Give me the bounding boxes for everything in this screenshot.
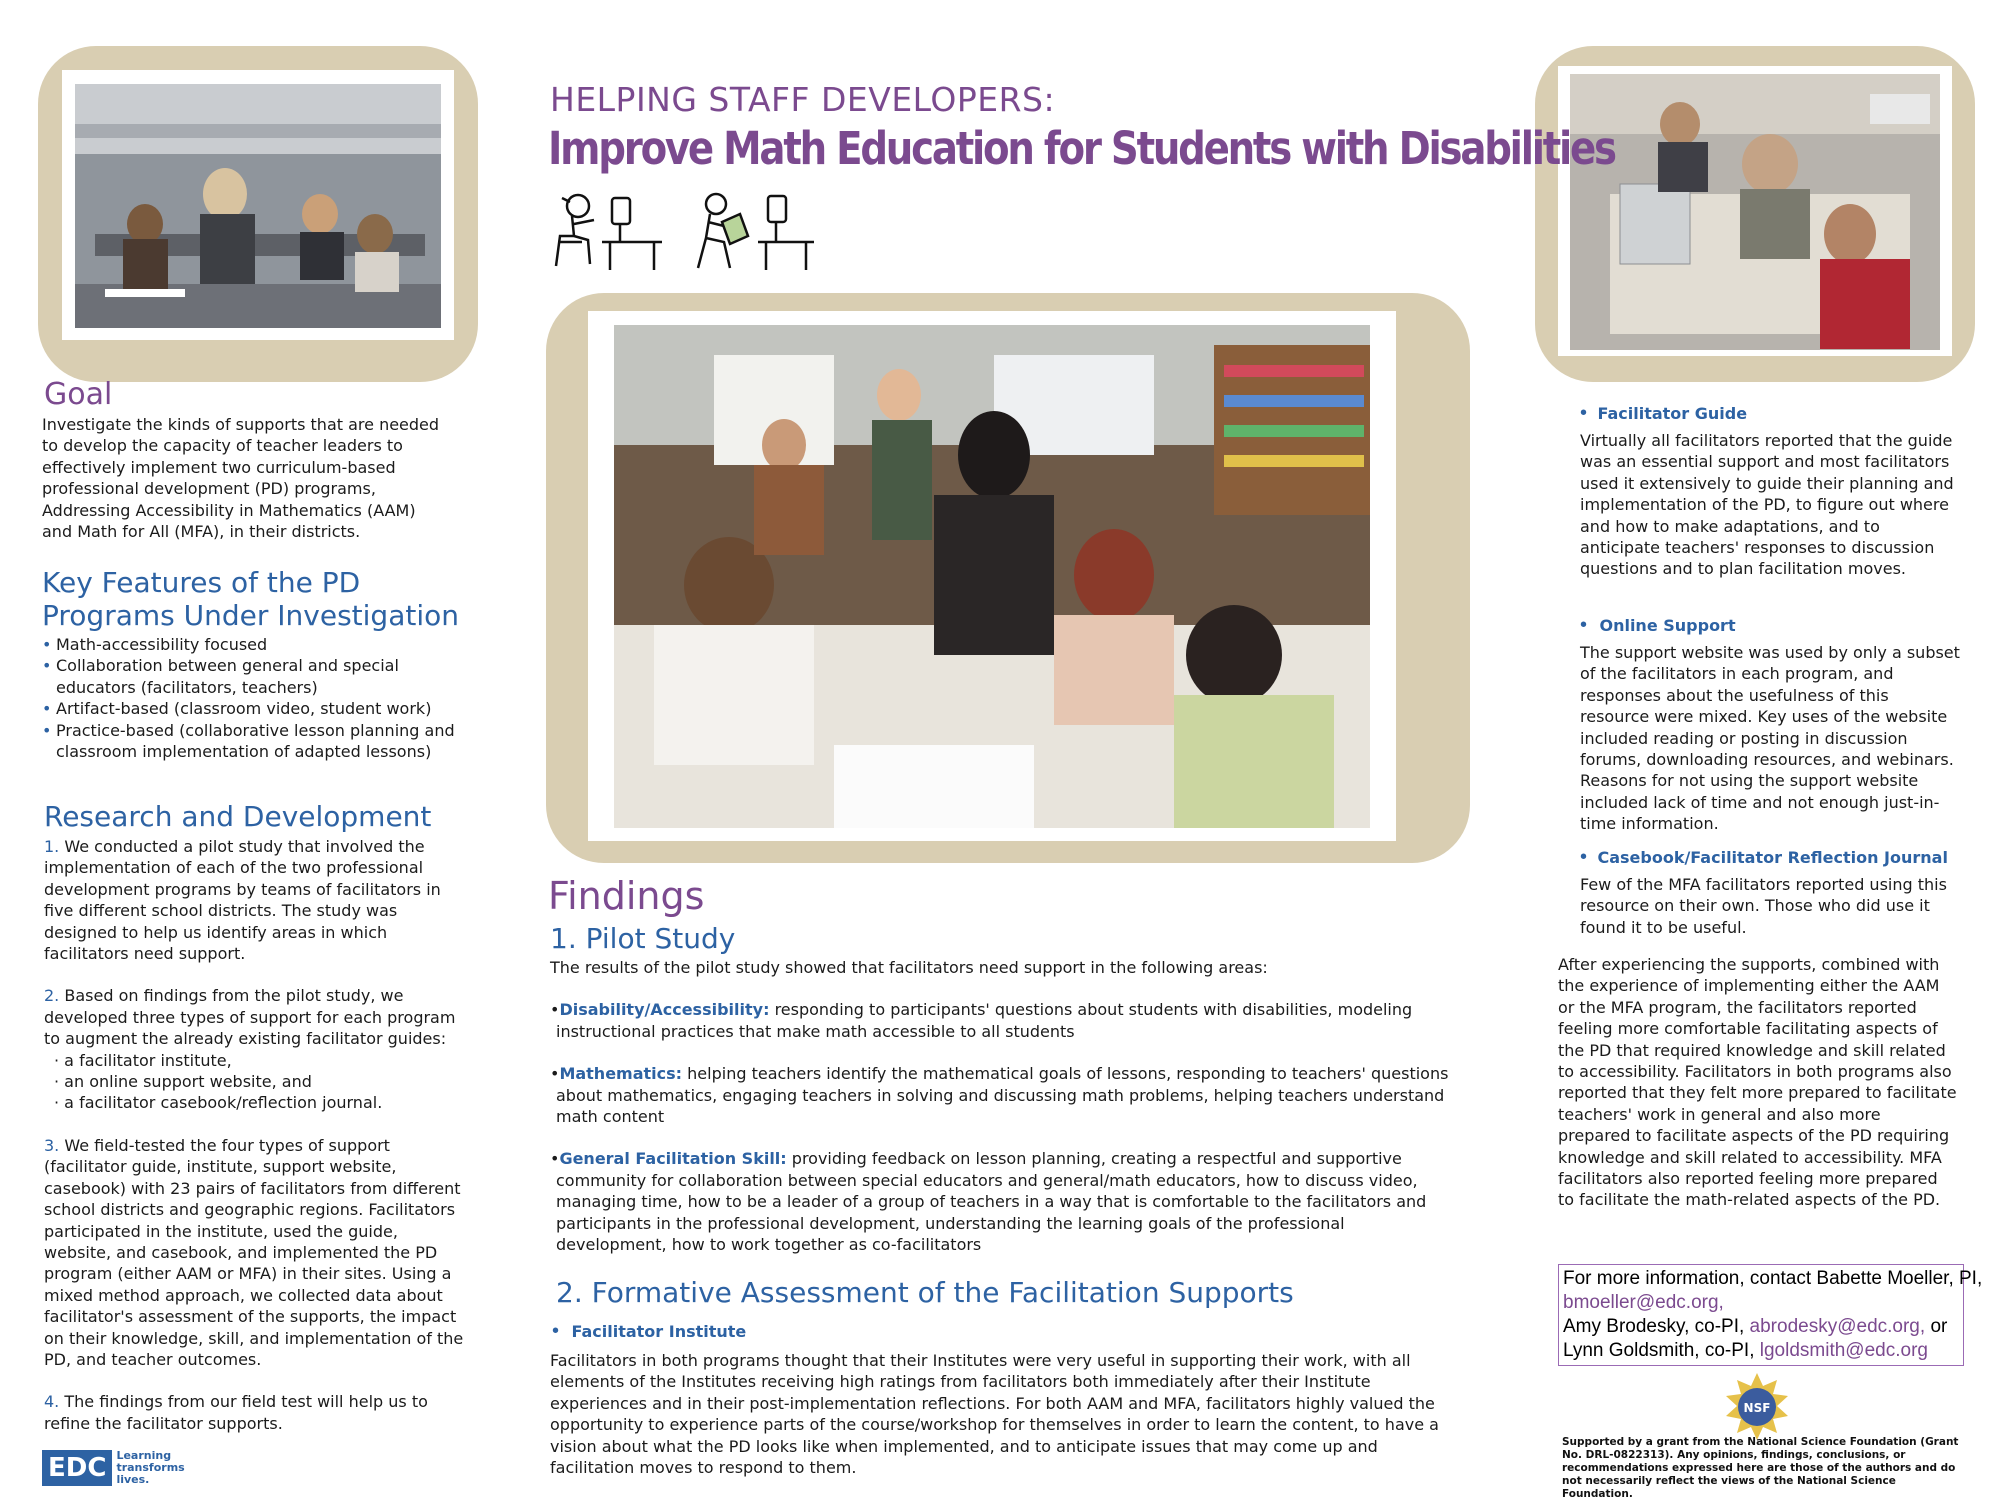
area-label: General Facilitation Skill:	[559, 1149, 787, 1169]
edc-tagline-2: transforms	[116, 1461, 185, 1474]
findings-heading: Findings	[548, 874, 705, 918]
edc-tagline-1: Learning	[116, 1449, 172, 1462]
email-link-brodesky[interactable]: abrodesky@edc.org,	[1749, 1316, 1926, 1337]
research-paragraph-1	[44, 836, 464, 964]
email-link-moeller[interactable]: bmoeller@edc.org,	[1563, 1292, 1724, 1313]
area-mathematics: •Mathematics: helping teachers identify the mathematical goals of lessons, responding to teachers' questions about mathematics, engaging teachers in solving and discussing math problems, helping teachers understand math content	[550, 1064, 1449, 1127]
area-facilitation: •General Facilitation Skill: providing feedback on lesson planning, creating a respectful and supportive community for collaboration between special educators and general/math educators, how to discuss video, managing time, how to be a leader of a group of teachers in a way that is comfortable to the facilitators and participants in the professional development, understanding the learning goals of the professional development, how to work together as co-facilitators	[550, 1149, 1427, 1255]
support-title-casebook: • Casebook/Facilitator Reflection Journal	[1580, 846, 1948, 868]
formative-assessment-heading: 2. Formative Assessment of the Facilitation Supports	[556, 1276, 1294, 1309]
key-features-heading-line2: Programs Under Investigation	[42, 599, 459, 632]
nsf-seal-icon	[1722, 1372, 1792, 1442]
key-features-heading	[42, 566, 459, 632]
research-text-2: Based on findings from the pilot study, we developed three types of support for each program to augment the already existing facilitator guides:	[44, 986, 456, 1049]
research-paragraph-2	[44, 985, 464, 1049]
edc-tagline-3: lives.	[116, 1473, 150, 1486]
support-text-guide: Virtually all facilitators reported that the guide was an essential support and most facilitators used it extensively to guide their planning and implementation of the PD, to figure out where and how to make adaptations, and to anticipate teachers' responses to discussion questions and to plan facilitation moves.	[1580, 431, 1954, 579]
support-title-online: • Online Support	[1580, 614, 1736, 636]
area-text: providing feedback on lesson planning, creating a respectful and supportive community for collaboration between special educators and general/math educators, how to discuss video, managing time, how to be a leader of a group of teachers in a way that is comfortable to the facilitators and participants in the professional development, understanding the learning goals of the professional development, how to work together as co-facilitators	[556, 1149, 1427, 1255]
list-item: · a facilitator institute,	[54, 1050, 232, 1070]
right-classroom-photo	[1570, 74, 1940, 350]
research-body	[44, 836, 464, 1434]
goal-paragraph: Investigate the kinds of supports that are needed to develop the capacity of teacher leaders to effectively implement two curriculum-based professional development (PD) programs, Addressing Accessibility in Mathematics (AAM) and Math for All (MFA), in their districts.	[42, 415, 440, 542]
contact-name-goldsmith: Lynn Goldsmith, co-PI,	[1563, 1340, 1755, 1361]
list-item: • Artifact-based (classroom video, student work)	[42, 698, 462, 719]
poster-kicker: HELPING STAFF DEVELOPERS:	[550, 80, 1056, 119]
left-classroom-photo	[75, 84, 441, 328]
email-link-goldsmith[interactable]: lgoldsmith@edc.org	[1759, 1340, 1928, 1361]
research-number-2: 2.	[44, 986, 60, 1006]
pilot-study-heading: 1. Pilot Study	[550, 922, 736, 955]
key-features-list	[42, 634, 462, 762]
key-features-heading-line1: Key Features of the PD	[42, 566, 361, 599]
list-item: · an online support website, and	[54, 1072, 312, 1092]
area-label: Mathematics:	[559, 1064, 683, 1084]
edc-logo	[42, 1450, 185, 1486]
pilot-study-body	[550, 957, 1450, 1255]
area-label: Disability/Accessibility:	[559, 1000, 770, 1020]
list-item: · a facilitator casebook/reflection journal.	[54, 1093, 383, 1113]
area-text: responding to participants' questions about students with disabilities, modeling instructional practices that make math accessible to all students	[556, 1000, 1413, 1041]
support-text-casebook: Few of the MFA facilitators reported using this resource on their own. Those who did use it found it to be useful.	[1580, 875, 1947, 937]
list-item: • Practice-based (collaborative lesson planning and classroom implementation of adapted lessons)	[42, 720, 462, 763]
nsf-grant-text: Supported by a grant from the National Science Foundation (Grant No. DRL-0822313). Any opinions, findings, conclusions, or recommendations expressed here are those of the authors and do not necessarily reflect the views of the National Science Foundation.	[1562, 1436, 1959, 1500]
research-number-1: 1.	[44, 837, 60, 856]
list-item: • Collaboration between general and special educators (facilitators, teachers)	[42, 655, 462, 698]
research-number-3: 3.	[44, 1135, 60, 1155]
area-text: helping teachers identify the mathematical goals of lessons, responding to teachers' questions about mathematics, engaging teachers in solving and discussing math problems, helping teachers understand math content	[556, 1064, 1449, 1127]
poster-title: Improve Math Education for Students with Disabilities	[548, 122, 1615, 175]
goal-text	[42, 414, 442, 542]
area-disability: •Disability/Accessibility: responding to participants' questions about students with disabilities, modeling instructional practices that make math accessible to all students	[550, 1000, 1413, 1041]
facilitator-institute-title: • Facilitator Institute	[552, 1320, 747, 1342]
teacher-at-computer-icon	[552, 186, 664, 274]
contact-box: For more information, contact Babette Moeller, PI, bmoeller@edc.org, Amy Brodesky, co-PI, abrodesky@edc.org, or Lynn Goldsmith, co-PI, lgoldsmith@edc.org	[1558, 1264, 1964, 1366]
research-text-4: The findings from our field test will help us to refine the facilitator supports.	[44, 1392, 428, 1433]
research-text-3: We field-tested the four types of support (facilitator guide, institute, support website, casebook) with 23 pairs of facilitators from different school districts and geographic regions. Facilitators participated in the institute, used the guide, website, and casebook, and implemented the PD program (either AAM or MFA) in their sites. Using a mixed method approach, we collected data about facilitator's assessment of the supports, the impact on their knowledge, skill, and implementation of the PD, and teacher outcomes.	[44, 1135, 464, 1369]
support-title-guide: • Facilitator Guide	[1580, 402, 1748, 424]
center-classroom-photo	[614, 325, 1370, 828]
contact-line-1: For more information, contact Babette Moeller, PI,	[1563, 1268, 1983, 1289]
summary-text: After experiencing the supports, combined with the experience of implementing either the AAM or the MFA program, the facilitators reported feeling more comfortable facilitating aspects of the PD that required knowledge and skill related to accessibility. Facilitators in both programs also reported that they felt more prepared to facilitate teachers' work in general and also more prepared to facilitate aspects of the PD requiring knowledge and skill related to accessibility. MFA facilitators also reported feeling more prepared to facilitate the math-related aspects of the PD.	[1558, 955, 1957, 1210]
goal-heading: Goal	[44, 377, 113, 412]
research-number-4: 4.	[44, 1392, 60, 1412]
support-text-online: The support website was used by only a subset of the facilitators in each program, and responses about the usefulness of this resource were mixed. Key uses of the website included reading or posting in discussion forums, downloading resources, and webinars. Reasons for not using the support website included lack of time and not enough just-in-time information.	[1580, 643, 1960, 834]
list-item: • Math-accessibility focused	[42, 634, 462, 655]
pilot-intro: The results of the pilot study showed that facilitators need support in the following areas:	[550, 958, 1268, 977]
facilitator-institute-text: Facilitators in both programs thought that their Institutes were very useful in supporting their work, with all elements of the Institutes receiving high ratings from facilitators both immediately after their Institute experiences and in their post-implementation reflections. For both AAM and MFA, facilitators highly valued the opportunity to experience parts of the course/workshop for themselves in order to learn the content, to have a vision about what the PD looks like when implemented, and to anticipate issues that may come up and facilitation moves to respond to them.	[550, 1351, 1439, 1478]
nsf-seal-text: NSF	[1743, 1401, 1771, 1415]
research-paragraph-3	[44, 1135, 464, 1370]
student-reading-icon	[688, 186, 816, 274]
research-text-1: We conducted a pilot study that involved the implementation of each of the two professional development programs by teams of facilitators in five different school districts. The study was designed to help us identify areas in which facilitators need support.	[44, 837, 441, 964]
research-paragraph-4	[44, 1391, 464, 1434]
contact-name-brodesky: Amy Brodesky, co-PI,	[1563, 1316, 1745, 1337]
research-heading: Research and Development	[44, 800, 432, 833]
edc-logo-mark: EDC	[42, 1450, 112, 1486]
